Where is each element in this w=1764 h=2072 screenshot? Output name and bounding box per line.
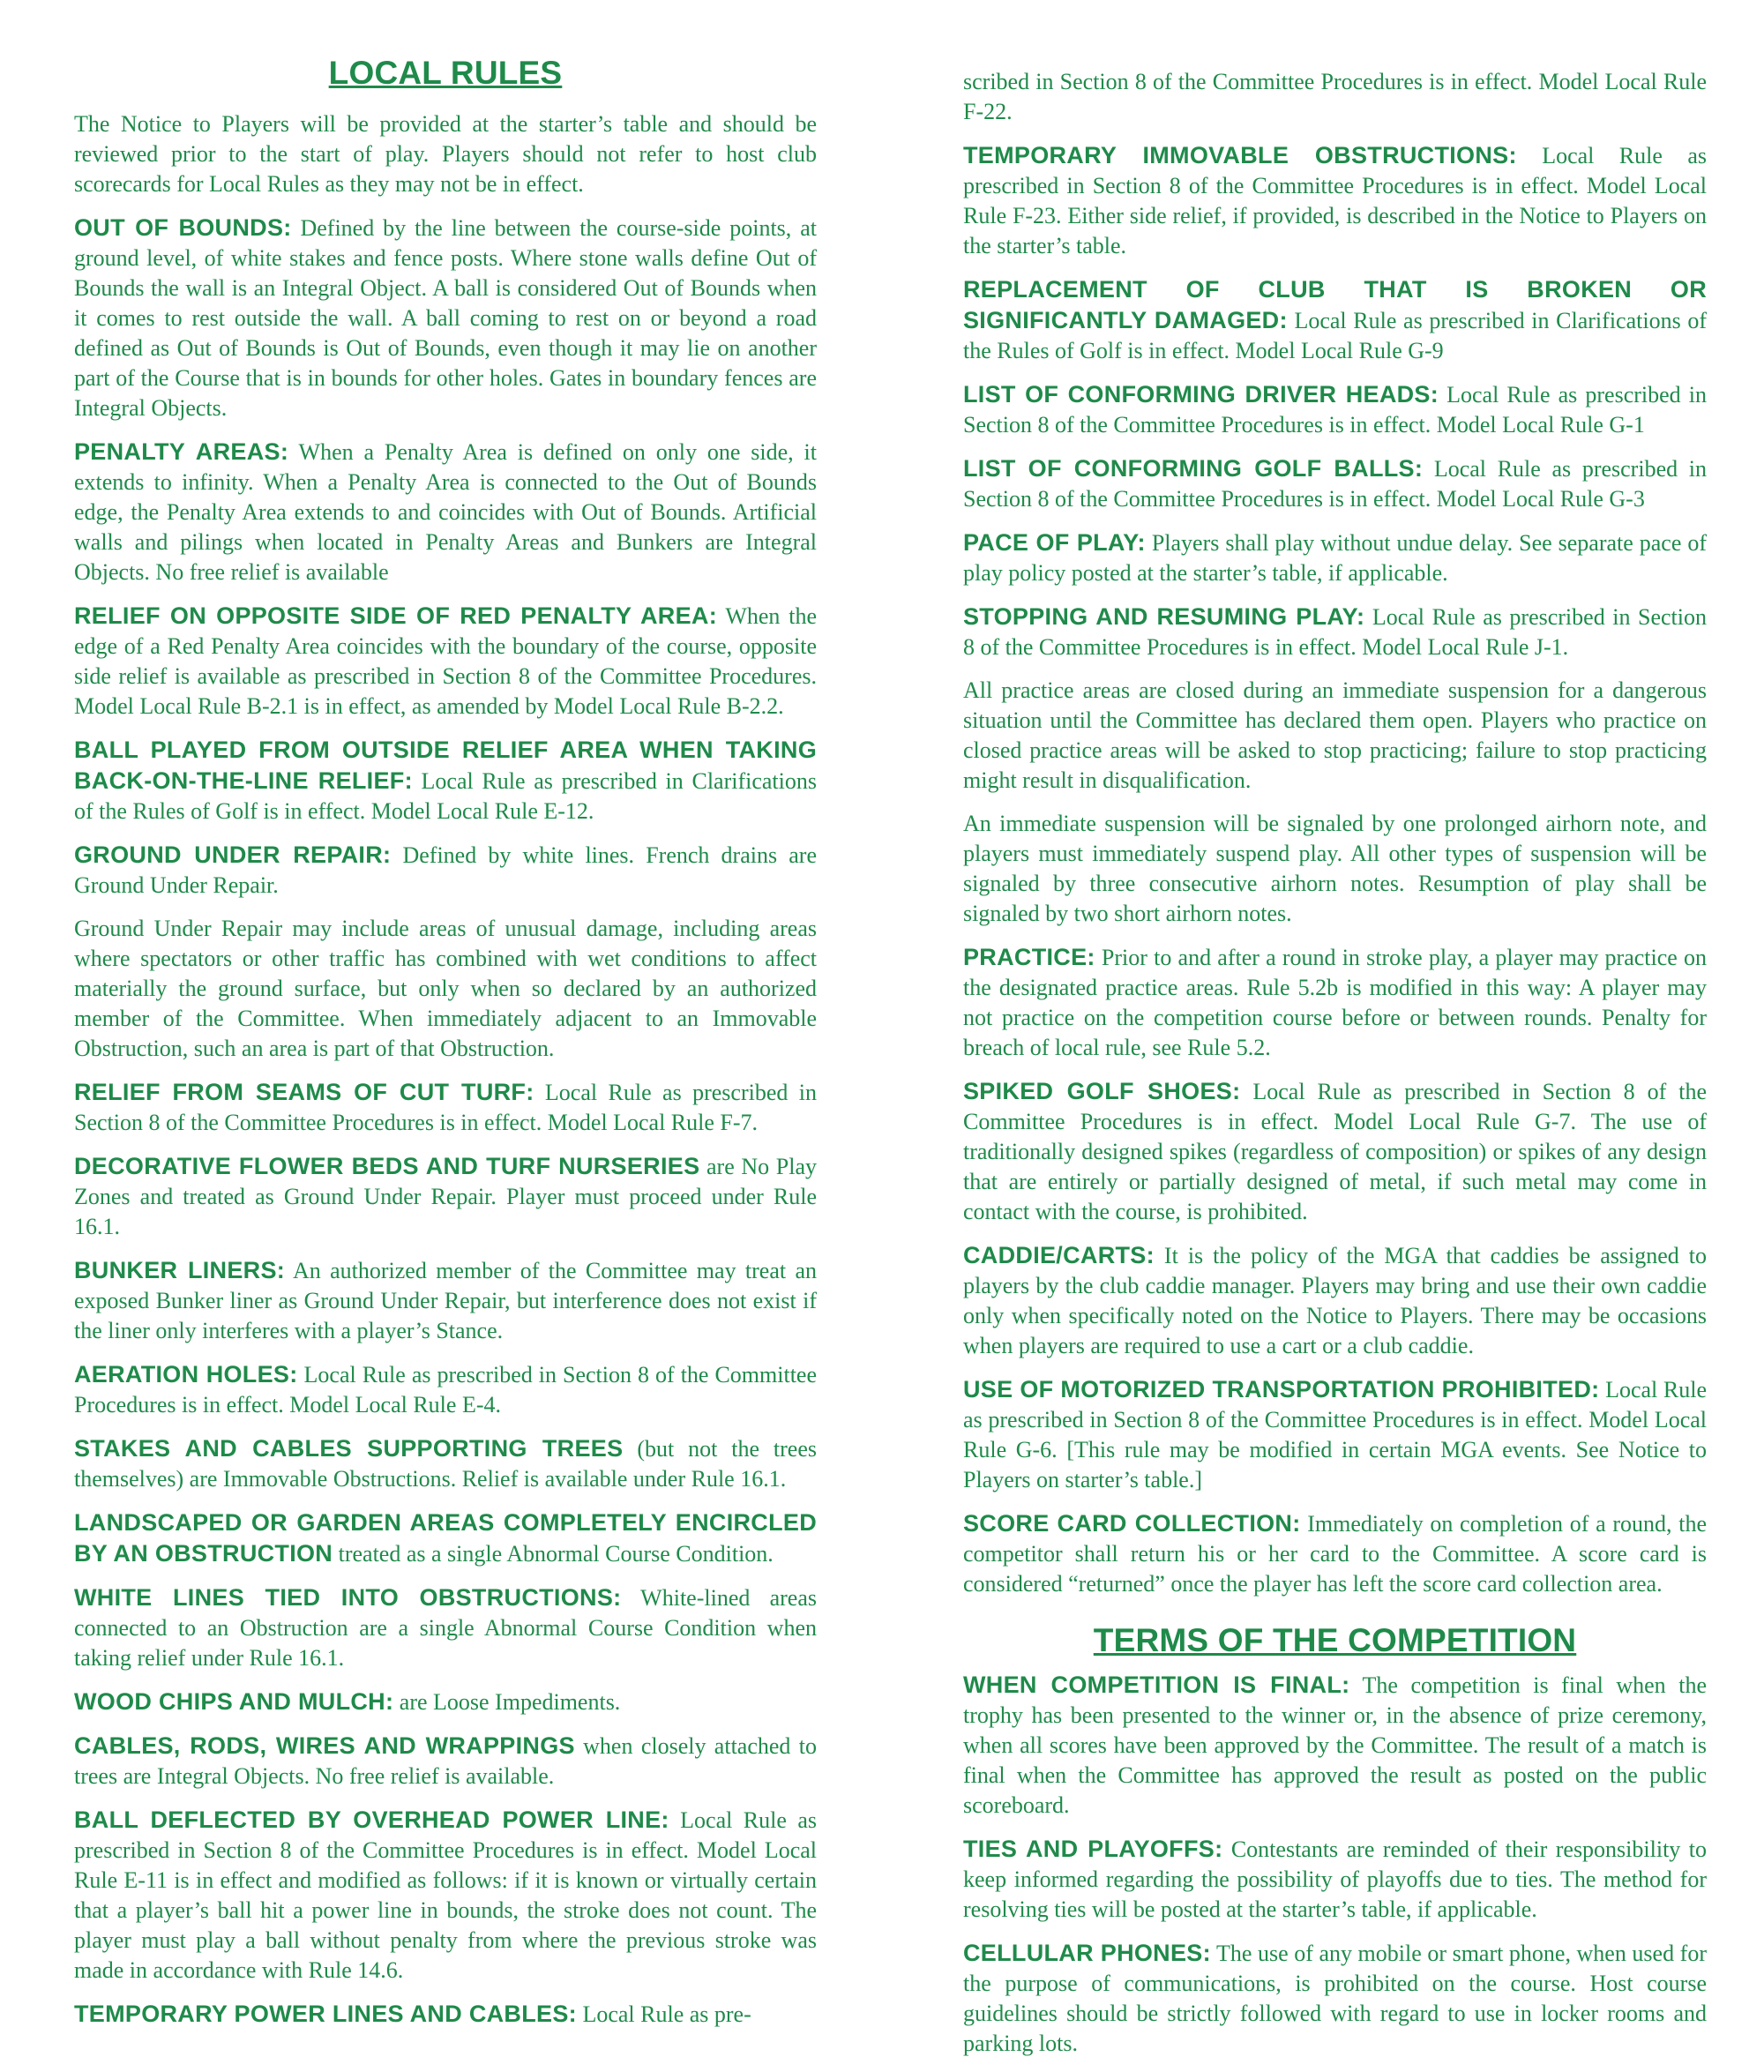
rule-paragraph bbox=[963, 1076, 1707, 1227]
rule-heading: TEMPORARY POWER LINES AND CABLES: bbox=[74, 2001, 577, 2027]
rule-paragraph bbox=[74, 1687, 817, 1717]
rule-paragraph bbox=[74, 213, 817, 423]
rule-text: are No Play Zones and treated as Ground Under Repair. Player must proceed under Rule 16.1. bbox=[74, 1154, 817, 1239]
rule-paragraph bbox=[963, 1240, 1707, 1361]
rule-paragraph bbox=[74, 735, 817, 827]
rule-heading: PRACTICE: bbox=[963, 944, 1095, 970]
right-column bbox=[963, 67, 1707, 2072]
rule-paragraph bbox=[74, 1805, 817, 1986]
rule-text: An authorized member of the Committee may treat an exposed Bunker liner as Ground Under Repair, but interference does not exist if the liner only interferes with a player’s Stance. bbox=[74, 1258, 817, 1343]
rule-paragraph bbox=[74, 1433, 817, 1494]
rule-paragraph bbox=[74, 1151, 817, 1242]
rule-heading: GROUND UNDER REPAIR: bbox=[74, 842, 392, 868]
rule-text: When a Penalty Area is defined on only one side, it extends to infinity. When a Penalty Area is connected to the Out of Bounds edge, the Penalty Area extends to and coincides with Out of Bounds. Artificial walls and pilings when located in Penalty Areas and Bunkers are Integral Objects. No free relief is available bbox=[74, 439, 817, 585]
rule-paragraph bbox=[74, 1731, 817, 1791]
rule-paragraph bbox=[74, 914, 817, 1064]
rule-text: All practice areas are closed during an immediate suspension for a dangerous situation until the Committee has declared them open. Players who practice on closed practice areas will be asked to stop practicing; failure to stop practicing might result in disqualification. bbox=[963, 677, 1707, 793]
rule-paragraph bbox=[74, 840, 817, 901]
rule-heading: TIES AND PLAYOFFS: bbox=[963, 1836, 1223, 1862]
rule-text: Prior to and after a round in stroke play, a player may practice on the designated practice areas. Rule 5.2b is modified in this way: A player may not practice on the competition course before or between rounds. Penalty for breach of local rule, see Rule 5.2. bbox=[963, 945, 1707, 1060]
rule-paragraph bbox=[963, 676, 1707, 796]
rule-paragraph bbox=[963, 1508, 1707, 1599]
rule-text: Local Rule as prescribed in Section 8 of the Committee Procedures is in effect. Model Local Rule G-1 bbox=[963, 382, 1707, 438]
terms-list bbox=[963, 1670, 1707, 2059]
rule-text: Local Rule as prescribed in Section 8 of the Committee Procedures is in effect. Model Local Rule G-7. The use of traditionally designed spikes (regardless of composition) or spikes of any design that are entirely or partially designed of metal, if such metal may come in contact with the course, is prohibited. bbox=[963, 1079, 1707, 1224]
rule-heading: WHITE LINES TIED INTO OBSTRUCTIONS: bbox=[74, 1584, 622, 1611]
rule-paragraph bbox=[74, 1255, 817, 1346]
rule-paragraph bbox=[963, 67, 1707, 127]
rule-paragraph bbox=[74, 1359, 817, 1420]
rule-heading: CADDIE/CARTS: bbox=[963, 1242, 1155, 1268]
rule-heading: CELLULAR PHONES: bbox=[963, 1940, 1211, 1966]
rule-text: Defined by the line between the course-side points, at ground level, of white stakes and fence posts. Where stone walls define Out of Bounds the wall is an Integral Object. A ball is considered Out of Bounds when it comes to rest outside the wall. A ball coming to rest on or beyond a road defined as Out of Bounds is Out of Bounds, even though it may lie on another part of the Course that is in bounds for other holes. Gates in boundary fences are Integral Objects. bbox=[74, 215, 817, 421]
rule-paragraph bbox=[963, 1670, 1707, 1821]
rule-text: Local Rule as prescribed in Section 8 of the Committee Procedures is in effect. Model Local Rule F-7. bbox=[74, 1080, 818, 1135]
rule-text: Local Rule as prescribed in Section 8 of the Committee Procedures is in effect. Model Local Rule E-4. bbox=[74, 1362, 818, 1417]
rule-heading: WHEN COMPETITION IS FINAL: bbox=[963, 1672, 1350, 1698]
rule-paragraph bbox=[963, 453, 1707, 514]
rule-text: when closely attached to trees are Integral Objects. No free relief is available. bbox=[74, 1733, 817, 1789]
rule-heading: BUNKER LINERS: bbox=[74, 1257, 286, 1283]
rule-text: Immediately on completion of a round, the competitor shall return his or her card to the Committee. A score card is considered “returned” once the player has left the score card collection area. bbox=[963, 1511, 1707, 1597]
rule-heading: BALL DEFLECTED BY OVERHEAD POWER LINE: bbox=[74, 1806, 669, 1833]
rule-text: It is the policy of the MGA that caddies be assigned to players by the club caddie manager. Players may bring and use their own caddie only when specifically noted on the Notice to Players. There may be occasions when players are required to use a cart or a club caddie. bbox=[963, 1243, 1707, 1358]
rule-heading: PACE OF PLAY: bbox=[963, 529, 1146, 556]
rule-text: Contestants are reminded of their responsibility to keep informed regarding the possibility of playoffs due to ties. The method for resolving ties will be posted at the starter’s table, if applicable. bbox=[963, 1836, 1707, 1922]
rule-heading: LANDSCAPED OR GARDEN AREAS COMPLETELY ENCIRCLED BY AN OBSTRUCTION bbox=[74, 1509, 817, 1567]
rule-paragraph bbox=[74, 437, 817, 587]
intro-paragraph: The Notice to Players will be provided at the starter’s table and should be reviewed prior to the start of play. Players should not refer to host club scorecards for Local Rules as they may not be in effect. bbox=[74, 111, 817, 197]
rule-text: Local Rule as prescribed in Section 8 of the Committee Procedures is in effect. Model Local Rule G-6. [This rule may be modified in certain MGA events. See Notice to Players on starter’s table.] bbox=[963, 1377, 1707, 1492]
rule-text: Local Rule as prescribed in Section 8 of the Committee Procedures is in effect. Model Local Rule E-11 is in effect and modified as follows: if it is known or virtually certain that a player’s ball hit a power line in bounds, the stroke does not count. The player must play a ball without penalty from where the previous stroke was made in accordance with Rule 14.6. bbox=[74, 1807, 818, 1983]
rule-heading: STAKES AND CABLES SUPPORTING TREES bbox=[74, 1435, 624, 1462]
rule-text: Local Rule as prescribed in Section 8 of the Committee Procedures is in effect. Model Local Rule G-3 bbox=[963, 456, 1708, 512]
rule-heading: PENALTY AREAS: bbox=[74, 438, 289, 465]
rule-heading: RELIEF FROM SEAMS OF CUT TURF: bbox=[74, 1079, 534, 1105]
rule-paragraph bbox=[963, 274, 1707, 366]
local-rules-continued-list bbox=[963, 67, 1707, 1599]
local-rules-list bbox=[74, 213, 817, 2030]
rule-heading: LIST OF CONFORMING DRIVER HEADS: bbox=[963, 381, 1439, 408]
rule-text: (but not the trees themselves) are Immovable Obstructions. Relief is available under Rule 16.1. bbox=[74, 1436, 817, 1492]
rule-heading: TEMPORARY IMMOVABLE OBSTRUCTIONS: bbox=[963, 142, 1517, 168]
rule-paragraph bbox=[963, 379, 1707, 440]
rule-text: The competition is final when the trophy has been presented to the winner or, in the absence of prize ceremony, when all scores have been approved by the Committee. The result of a match is final when the Committee has approved the result as posted on the public scoreboard. bbox=[963, 1672, 1708, 1818]
rule-heading: AERATION HOLES: bbox=[74, 1361, 298, 1388]
rule-text: Local Rule as prescribed in Section 8 of the Committee Procedures is in effect. Model Local Rule F-23. Either side relief, if provided, is described in the Notice to Players on the starter’s table. bbox=[963, 143, 1707, 258]
rule-text: scribed in Section 8 of the Committee Procedures is in effect. Model Local Rule F-22. bbox=[963, 69, 1707, 124]
rule-heading: RELIEF ON OPPOSITE SIDE OF RED PENALTY AREA: bbox=[74, 602, 717, 629]
rule-paragraph bbox=[963, 1938, 1707, 2059]
rule-heading: LIST OF CONFORMING GOLF BALLS: bbox=[963, 455, 1424, 482]
rule-heading: REPLACEMENT OF CLUB THAT IS BROKEN OR SIGNIFICANTLY DAMAGED: bbox=[963, 276, 1707, 333]
rule-text: Defined by white lines. French drains are Ground Under Repair. bbox=[74, 842, 817, 898]
local-rules-title: LOCAL RULES bbox=[328, 55, 563, 91]
rule-paragraph bbox=[963, 942, 1707, 1063]
rule-text: Local Rule as pre- bbox=[576, 2001, 751, 2027]
rule-text: An immediate suspension will be signaled by one prolonged airhorn note, and players must immediately suspend play. All other types of suspension will be signaled by three consecutive airhorn notes. Resumption of play shall be signaled by two short airhorn notes. bbox=[963, 811, 1707, 926]
rule-text: Local Rule as prescribed in Clarifications of the Rules of Golf is in effect. Model Local Rule E-12. bbox=[74, 768, 817, 824]
rule-heading: OUT OF BOUNDS: bbox=[74, 214, 292, 241]
rule-paragraph bbox=[74, 601, 817, 722]
rule-paragraph bbox=[963, 527, 1707, 588]
rule-text: Players shall play without undue delay. See separate pace of play policy posted at the starter’s table, if applicable. bbox=[963, 530, 1707, 586]
rule-heading: DECORATIVE FLOWER BEDS AND TURF NURSERIES bbox=[74, 1153, 700, 1179]
rule-paragraph bbox=[74, 1582, 817, 1673]
rule-paragraph bbox=[963, 1374, 1707, 1495]
rule-paragraph bbox=[74, 1077, 817, 1138]
rule-heading: USE OF MOTORIZED TRANSPORTATION PROHIBITED: bbox=[963, 1376, 1600, 1403]
rule-paragraph bbox=[963, 809, 1707, 929]
rule-text: Local Rule as prescribed in Clarifications of the Rules of Golf is in effect. Model Local Rule G-9 bbox=[963, 308, 1707, 363]
rule-text: are Loose Impediments. bbox=[393, 1689, 621, 1715]
rule-text: White-lined areas connected to an Obstruction are a single Abnormal Course Condition when taking relief under Rule 16.1. bbox=[74, 1585, 817, 1671]
rule-paragraph bbox=[963, 140, 1707, 261]
rule-paragraph bbox=[74, 1999, 817, 2030]
rule-text: Ground Under Repair may include areas of unusual damage, including areas where spectators or other traffic has combined with wet conditions to affect materially the ground surface, but only when so declared by an authorized member of the Committee. When immediately adjacent to an Immovable Obstruction, such an area is part of that Obstruction. bbox=[74, 916, 817, 1061]
rule-heading: SPIKED GOLF SHOES: bbox=[963, 1078, 1241, 1104]
rule-paragraph bbox=[74, 1507, 817, 1569]
rule-heading: STOPPING AND RESUMING PLAY: bbox=[963, 603, 1365, 630]
rule-heading: CABLES, RODS, WIRES AND WRAPPINGS bbox=[74, 1732, 575, 1759]
terms-title: TERMS OF THE COMPETITION bbox=[1093, 1622, 1577, 1658]
rule-paragraph bbox=[963, 602, 1707, 662]
rule-text: treated as a single Abnormal Course Condition. bbox=[333, 1541, 774, 1567]
rule-heading: BALL PLAYED FROM OUTSIDE RELIEF AREA WHEN TAKING BACK-ON-THE-LINE RELIEF: bbox=[74, 737, 817, 794]
left-column bbox=[74, 55, 817, 2043]
rule-heading: SCORE CARD COLLECTION: bbox=[963, 1510, 1301, 1537]
rule-text: The use of any mobile or smart phone, when used for the purpose of communications, is prohibited on the course. Host course guidelines should be strictly followed with regard to use in locker rooms and parking lots. bbox=[963, 1941, 1707, 2056]
rule-text: When the edge of a Red Penalty Area coincides with the boundary of the course, opposite side relief is available as prescribed in Section 8 of the Committee Procedures. Model Local Rule B-2.1 is in effect, as amended by Model Local Rule B-2.2. bbox=[74, 603, 818, 719]
rule-heading: WOOD CHIPS AND MULCH: bbox=[74, 1688, 394, 1715]
rule-paragraph bbox=[963, 1834, 1707, 1925]
rule-text: Local Rule as prescribed in Section 8 of the Committee Procedures is in effect. Model Local Rule J-1. bbox=[963, 604, 1707, 660]
